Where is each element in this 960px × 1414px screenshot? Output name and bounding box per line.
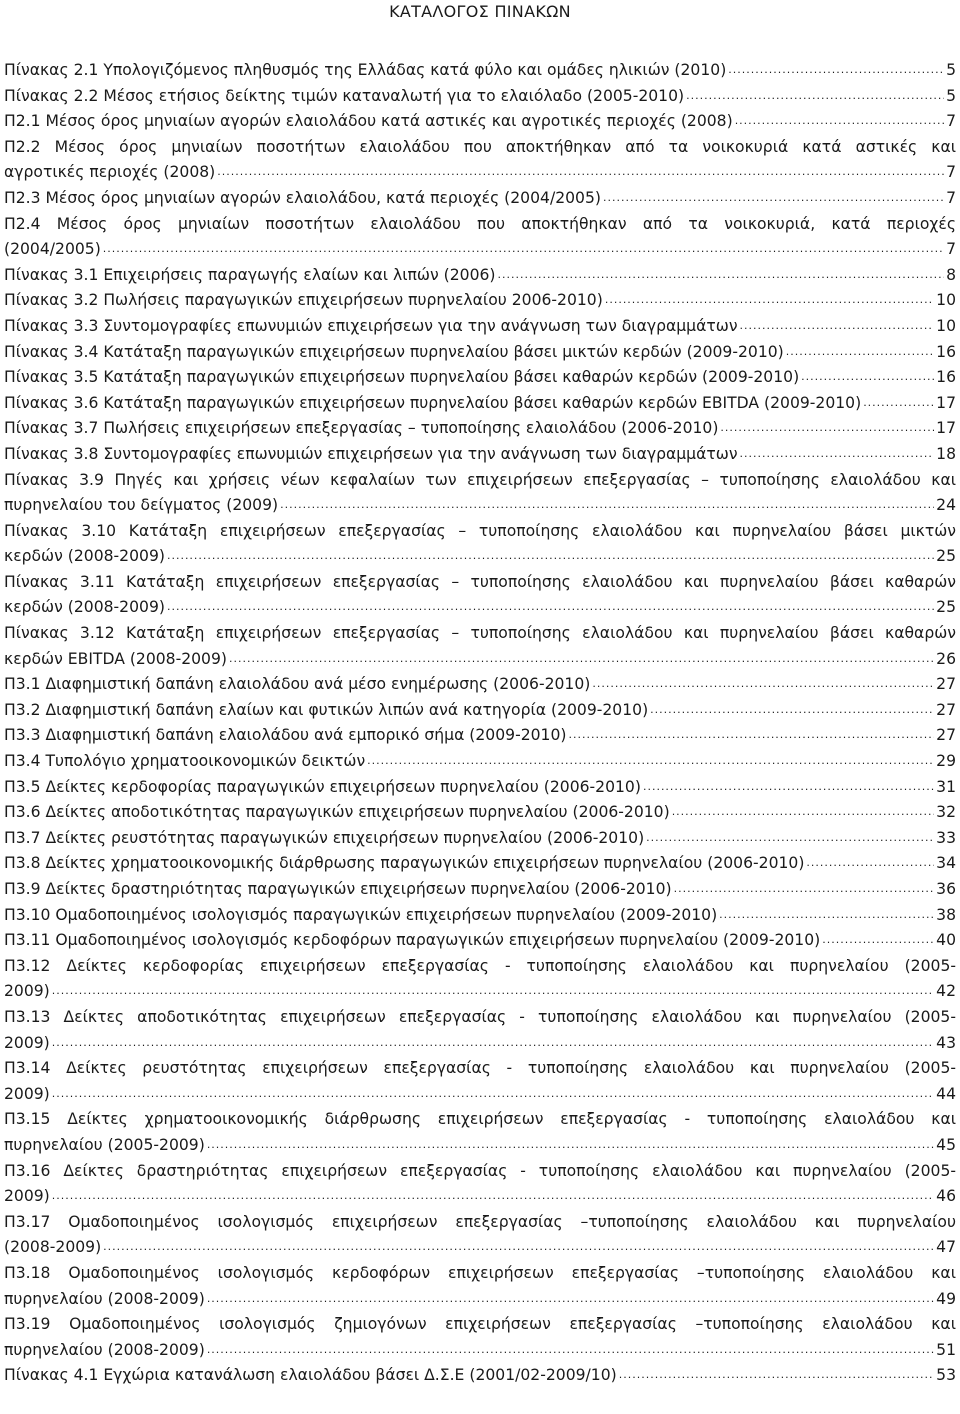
toc-page-number: 43 [936, 1033, 956, 1052]
toc-entry[interactable] [4, 826, 956, 852]
toc-page-number: 7 [946, 240, 956, 259]
dot-leader [646, 827, 934, 843]
toc-entry[interactable] [4, 109, 956, 135]
toc-entry-label: Πίνακας 3.10 Κατάταξη επιχειρήσεων επεξεργασίας – τυποποίησης ελαιολάδου και πυρηνελαίου βάσει μικτών [4, 521, 956, 540]
toc-page-number: 10 [936, 316, 956, 335]
toc-entry[interactable] [4, 672, 956, 698]
dot-leader [643, 776, 934, 792]
toc-entry-label: Πίνακας 2.2 Μέσος ετήσιος δείκτης τιμών καταναλωτή για το ελαιόλαδο (2005-2010) [4, 86, 685, 105]
toc-page-number: 16 [936, 342, 956, 361]
dot-leader [52, 1032, 934, 1048]
toc-entry[interactable] [4, 1261, 956, 1312]
toc-entry[interactable] [4, 365, 956, 391]
toc-entry-label: Π3.15 Δείκτες χρηματοοικονομικής διάρθρωσης επιχειρήσεων επεξεργασίας - τυποποίησης ελαιολάδου και [4, 1110, 956, 1129]
dot-leader [603, 187, 944, 203]
toc-entry-label-continued: (2004/2005) [4, 240, 101, 259]
toc-entry[interactable] [4, 1107, 956, 1158]
toc-entry-label-continued: αγροτικές περιοχές (2008) [4, 163, 216, 182]
toc-entry-label: Π3.14 Δείκτες ρευστότητας επιχειρήσεων επεξεργασίας - τυποποίησης ελαιολάδου και πυρηνελαίου (2005- [4, 1059, 956, 1078]
toc-page-number: 16 [936, 368, 956, 387]
dot-leader [674, 878, 935, 894]
dot-leader [52, 981, 934, 997]
toc-entry-label: Πίνακας 3.12 Κατάταξη επιχειρήσεων επεξεργασίας – τυποποίησης ελαιολάδου και πυρηνελαίου βάσει καθαρών [4, 624, 956, 643]
toc-entry[interactable] [4, 800, 956, 826]
table-of-tables-list [4, 58, 956, 1389]
dot-leader [822, 930, 934, 946]
toc-entry-tail [4, 160, 956, 186]
toc-page-number: 45 [936, 1135, 956, 1154]
toc-entry[interactable] [4, 928, 956, 954]
toc-entry-tail [4, 493, 956, 519]
toc-entry-label-continued: πυρηνελαίου (2008-2009) [4, 1340, 205, 1359]
toc-page-number: 24 [936, 496, 956, 515]
toc-page-number: 10 [936, 291, 956, 310]
dot-leader [720, 418, 934, 434]
toc-entry-label-continued: 2009) [4, 1033, 50, 1052]
page-title: ΚΑΤΑΛΟΓΟΣ ΠΙΝΑΚΩΝ [389, 2, 571, 21]
toc-entry-label: Π3.1 Διαφημιστική δαπάνη ελαιολάδου ανά μέσο ενημέρωσης (2006-2010) [4, 675, 591, 694]
dot-leader [672, 802, 934, 818]
toc-entry-label: Πίνακας 3.5 Κατάταξη παραγωγικών επιχειρήσεων πυρηνελαίου βάσει καθαρών κερδών (2009-2010) [4, 368, 800, 387]
toc-page-number: 42 [936, 982, 956, 1001]
toc-entry[interactable] [4, 570, 956, 621]
toc-entry[interactable] [4, 749, 956, 775]
toc-entry-label: Π3.3 Διαφημιστική δαπάνη ελαιολάδου ανά εμπορικό σήμα (2009-2010) [4, 726, 567, 745]
toc-page-number: 49 [936, 1289, 956, 1308]
toc-entry-label: Π3.4 Τυπολόγιο χρηματοοικονομικών δεικτών [4, 752, 366, 771]
toc-entry[interactable] [4, 288, 956, 314]
toc-entry-label-continued: κερδών (2008-2009) [4, 547, 165, 566]
toc-entry-label: Π3.10 Ομαδοποιημένος ισολογισμός παραγωγικών επιχειρήσεων πυρηνελαίου (2009-2010) [4, 905, 718, 924]
dot-leader [167, 597, 934, 613]
dot-leader [719, 904, 934, 920]
toc-page-number: 27 [936, 675, 956, 694]
toc-entry-label-continued: πυρηνελαίου (2005-2009) [4, 1135, 205, 1154]
toc-entry-label-continued: (2008-2009) [4, 1238, 102, 1257]
toc-page-number: 7 [946, 112, 956, 131]
toc-entry-label: Π3.5 Δείκτες κερδοφορίας παραγωγικών επιχειρήσεων πυρηνελαίου (2006-2010) [4, 777, 641, 796]
toc-entry[interactable] [4, 416, 956, 442]
toc-page-number: 25 [936, 547, 956, 566]
toc-entry-label: Π2.4 Μέσος όρος μηνιαίων ποσοτήτων ελαιολάδου που αποκτήθηκαν από τα νοικοκυριά, κατά περιοχές [4, 214, 956, 233]
dot-leader [605, 290, 934, 306]
toc-entry-label: Πίνακας 2.1 Υπολογιζόμενος πληθυσμός της Ελλάδας κατά φύλο και ομάδες ηλικιών (2010) [4, 61, 727, 79]
toc-page-number: 5 [946, 61, 956, 79]
toc-entry-label: Πίνακας 3.11 Κατάταξη επιχειρήσεων επεξεργασίας – τυποποίησης ελαιολάδου και πυρηνελαίου βάσει καθαρών [4, 572, 956, 591]
toc-page-number: 8 [946, 265, 956, 284]
toc-entry-label: Π2.1 Μέσος όρος μηνιαίων αγορών ελαιολάδου κατά αστικές και αγροτικές περιοχές (2008) [4, 112, 733, 131]
toc-entry[interactable] [4, 1056, 956, 1107]
toc-entry[interactable] [4, 442, 956, 468]
toc-entry-tail [4, 1235, 956, 1261]
toc-entry[interactable] [4, 263, 956, 289]
dot-leader [207, 1339, 934, 1355]
toc-entry-tail [4, 1133, 956, 1159]
toc-page-number: 38 [936, 905, 956, 924]
toc-entry-tail [4, 979, 956, 1005]
toc-entry-tail [4, 595, 956, 621]
toc-entry[interactable] [4, 723, 956, 749]
toc-page-number: 36 [936, 880, 956, 898]
toc-entry[interactable] [4, 340, 956, 366]
dot-leader [740, 443, 935, 459]
toc-entry[interactable] [4, 954, 956, 1005]
toc-entry-label: Πίνακας 3.3 Συντομογραφίες επωνυμιών επιχειρήσεων για την ανάγνωση των διαγραμμάτων [4, 316, 738, 335]
toc-entry-label: Π3.6 Δείκτες αποδοτικότητας παραγωγικών επιχειρήσεων πυρηνελαίου (2006-2010) [4, 803, 670, 822]
dot-leader [801, 367, 934, 383]
toc-entry-tail [4, 1031, 956, 1057]
dot-leader [52, 1083, 934, 1099]
dot-leader [52, 1186, 934, 1202]
toc-entry-label: Πίνακας 3.9 Πηγές και χρήσεις νέων κεφαλαίων των επιχειρήσεων επεξεργασίας – τυποποίησης ελαιολάδου και [4, 470, 956, 489]
dot-leader [735, 111, 944, 127]
toc-entry-label-continued: κερδών (2008-2009) [4, 598, 165, 617]
dot-leader [207, 1288, 934, 1304]
toc-entry-label-continued: 2009) [4, 1187, 50, 1206]
dot-leader [229, 648, 934, 664]
toc-entry-label: Π3.13 Δείκτες αποδοτικότητας επιχειρήσεων επεξεργασίας - τυποποίησης ελαιολάδου και πυρηνελαίου (2005- [4, 1007, 956, 1026]
toc-page-number: 44 [936, 1084, 956, 1103]
toc-entry[interactable] [4, 621, 956, 672]
toc-entry-tail [4, 1184, 956, 1210]
toc-page-number: 32 [936, 803, 956, 822]
dot-leader [806, 853, 934, 869]
toc-entry-label: Π2.2 Μέσος όρος μηνιαίων ποσοτήτων ελαιολάδου που αποκτήθηκαν από τα νοικοκυριά κατά αστικές και [4, 137, 956, 156]
toc-page-number: 7 [946, 163, 956, 182]
dot-leader [786, 341, 934, 357]
toc-page-number: 26 [936, 649, 956, 668]
toc-page-number: 27 [936, 700, 956, 719]
toc-entry-label-continued: πυρηνελαίου (2008-2009) [4, 1289, 205, 1308]
toc-entry-tail [4, 1287, 956, 1313]
toc-entry-label: Π3.7 Δείκτες ρευστότητας παραγωγικών επιχειρήσεων πυρηνελαίου (2006-2010) [4, 828, 645, 847]
toc-entry[interactable] [4, 1363, 956, 1389]
toc-entry-label: Π3.19 Ομαδοποιημένος ισολογισμός ζημιογόνων επιχειρήσεων επεξεργασίας –τυποποίησης ελαιολάδου και [4, 1315, 956, 1334]
dot-leader [650, 699, 934, 715]
toc-entry[interactable] [4, 1005, 956, 1056]
toc-entry-label: Πίνακας 3.8 Συντομογραφίες επωνυμιών επιχειρήσεων για την ανάγνωση των διαγραμμάτων [4, 444, 738, 463]
toc-entry-label-continued: 2009) [4, 982, 50, 1001]
toc-page-number: 47 [936, 1238, 956, 1257]
toc-entry-label-continued: 2009) [4, 1084, 50, 1103]
toc-entry-label: Π3.8 Δείκτες χρηματοοικονομικής διάρθρωσης παραγωγικών επιχειρήσεων πυρηνελαίου (2006-2010) [4, 854, 805, 873]
toc-entry[interactable] [4, 903, 956, 929]
toc-entry-label: Π3.18 Ομαδοποιημένος ισολογισμός κερδοφόρων επιχειρήσεων επεξεργασίας –τυποποίησης ελαιολάδου και [4, 1263, 956, 1282]
toc-entry-label: Πίνακας 3.6 Κατάταξη παραγωγικών επιχειρήσεων πυρηνελαίου βάσει καθαρών κερδών EBITDA (2009-2010) [4, 393, 862, 412]
toc-entry[interactable] [4, 851, 956, 877]
dot-leader [498, 264, 945, 280]
toc-entry-label: Π3.11 Ομαδοποιημένος ισολογισμός κερδοφόρων παραγωγικών επιχειρήσεων πυρηνελαίου (2009-2010) [4, 931, 821, 950]
toc-entry[interactable] [4, 468, 956, 519]
toc-entry-label: Π3.9 Δείκτες δραστηριότητας παραγωγικών επιχειρήσεων πυρηνελαίου (2006-2010) [4, 880, 672, 898]
toc-entry-tail [4, 647, 956, 673]
toc-entry-label: Πίνακας 3.7 Πωλήσεις επιχειρήσεων επεξεργασίας – τυποποίησης ελαιολάδου (2006-2010) [4, 419, 719, 438]
toc-entry[interactable] [4, 519, 956, 570]
toc-entry-label-continued: πυρηνελαίου του δείγματος (2009) [4, 496, 279, 515]
toc-page-number: 25 [936, 598, 956, 617]
toc-entry-label: Πίνακας 3.2 Πωλήσεις παραγωγικών επιχειρήσεων πυρηνελαίου 2006-2010) [4, 291, 603, 310]
toc-entry-label: Π3.2 Διαφημιστική δαπάνη ελαίων και φυτικών λιπών ανά κατηγορία (2009-2010) [4, 700, 649, 719]
toc-entry[interactable] [4, 135, 956, 186]
toc-entry[interactable] [4, 877, 956, 903]
toc-entry-tail [4, 1082, 956, 1108]
toc-page-number: 40 [936, 931, 956, 950]
toc-entry-tail [4, 237, 956, 263]
dot-leader [367, 750, 934, 766]
toc-page-number: 17 [936, 393, 956, 412]
toc-entry[interactable] [4, 212, 956, 263]
dot-leader [619, 1365, 934, 1381]
toc-entry[interactable] [4, 1159, 956, 1210]
toc-entry[interactable] [4, 186, 956, 212]
toc-page-number: 53 [936, 1366, 956, 1385]
toc-entry-label-continued: κερδών EBITDA (2008-2009) [4, 649, 227, 668]
toc-entry[interactable] [4, 1312, 956, 1363]
toc-entry-label: Πίνακας 3.1 Επιχειρήσεις παραγωγής ελαίων και λιπών (2006) [4, 265, 496, 284]
dot-leader [592, 674, 934, 690]
toc-entry[interactable] [4, 698, 956, 724]
toc-page-number: 29 [936, 752, 956, 771]
toc-page-number: 31 [936, 777, 956, 796]
toc-entry[interactable] [4, 314, 956, 340]
toc-entry-tail [4, 544, 956, 570]
toc-entry[interactable] [4, 775, 956, 801]
toc-page-number: 27 [936, 726, 956, 745]
toc-page-number: 7 [946, 188, 956, 207]
dot-leader [207, 1134, 934, 1150]
dot-leader [568, 725, 934, 741]
toc-entry[interactable] [4, 391, 956, 417]
toc-entry-label: Πίνακας 4.1 Εγχώρια κατανάλωση ελαιολάδου βάσει Δ.Σ.Ε (2001/02-2009/10) [4, 1366, 617, 1385]
toc-page-number: 18 [936, 444, 956, 463]
dot-leader [167, 546, 934, 562]
dot-leader [740, 315, 935, 331]
toc-entry[interactable] [4, 1210, 956, 1261]
toc-entry-label: Π3.17 Ομαδοποιημένος ισολογισμός επιχειρήσεων επεξεργασίας –τυποποίησης ελαιολάδου και πυρηνελαίου [4, 1212, 956, 1231]
dot-leader [686, 85, 944, 101]
toc-entry-label: Π3.12 Δείκτες κερδοφορίας επιχειρήσεων επεξεργασίας - τυποποίησης ελαιολάδου και πυρηνελαίου (2005- [4, 956, 956, 975]
dot-leader [103, 1237, 934, 1253]
dot-leader [728, 59, 944, 75]
toc-entry-label: Π3.16 Δείκτες δραστηριότητας επιχειρήσεων επεξεργασίας - τυποποίησης ελαιολάδου και πυρηνελαίου (2005- [4, 1161, 956, 1180]
dot-leader [103, 239, 944, 255]
toc-entry-label: Π2.3 Μέσος όρος μηνιαίων αγορών ελαιολάδου, κατά περιοχές (2004/2005) [4, 188, 601, 207]
toc-page-number: 17 [936, 419, 956, 438]
toc-entry-tail [4, 1338, 956, 1364]
toc-page-number: 34 [936, 854, 956, 873]
toc-page-number: 46 [936, 1187, 956, 1206]
toc-page-number: 51 [936, 1340, 956, 1359]
toc-entry[interactable] [4, 58, 956, 84]
dot-leader [863, 392, 934, 408]
dot-leader [280, 495, 934, 511]
toc-entry-label: Πίνακας 3.4 Κατάταξη παραγωγικών επιχειρήσεων πυρηνελαίου βάσει μικτών κερδών (2009-2010) [4, 342, 784, 361]
dot-leader [217, 162, 944, 178]
toc-page-number: 5 [946, 86, 956, 105]
toc-page-number: 33 [936, 828, 956, 847]
toc-entry[interactable] [4, 84, 956, 110]
